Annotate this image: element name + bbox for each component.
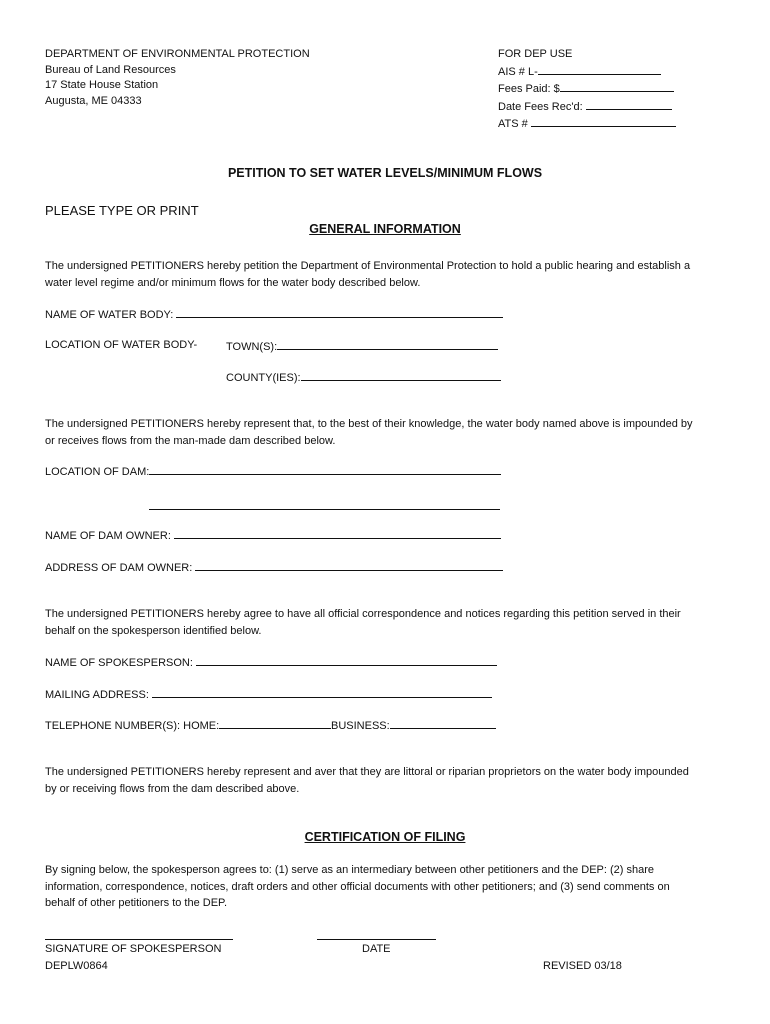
dep-use-block <box>498 47 676 133</box>
ais-blank[interactable] <box>538 63 661 75</box>
form-id: DEPLW0864 <box>45 960 108 972</box>
correspondence-paragraph: The undersigned PETITIONERS hereby agree to have all official correspondence and notices regarding this petition served in their behalf on the spokesperson identified below. <box>45 608 681 637</box>
document-title: PETITION TO SET WATER LEVELS/MINIMUM FLOWS <box>227 166 543 180</box>
towns-blank[interactable] <box>277 338 498 350</box>
dam-owner-name-blank[interactable] <box>174 527 501 539</box>
certification-paragraph: By signing below, the spokesperson agrees to: (1) serve as an intermediary between other petitioners and the DEP: (2) share information, correspondence, notices, draft orders and other official documents with other petitioners; and (3) send comments on behalf of other petitioners to the DEP. <box>45 864 670 909</box>
location-of-dam-field[interactable]: LOCATION OF DAM: <box>45 463 501 481</box>
impoundment-paragraph: The undersigned PETITIONERS hereby represent that, to the best of their knowledge, the water body named above is impounded by or receives flows from the man-made dam described below. <box>45 418 693 447</box>
city-state-zip: Augusta, ME 04333 <box>45 94 142 107</box>
dam-owner-address-field[interactable]: ADDRESS OF DAM OWNER: <box>45 559 503 577</box>
signature-line[interactable] <box>45 939 233 940</box>
revision-date: REVISED 03/18 <box>543 960 622 972</box>
water-body-name-field[interactable]: NAME OF WATER BODY: <box>45 306 503 324</box>
spokesperson-name-blank[interactable] <box>196 654 497 666</box>
spokesperson-name-field[interactable]: NAME OF SPOKESPERSON: <box>45 654 497 672</box>
general-information-heading: GENERAL INFORMATION <box>309 222 461 236</box>
street-address: 17 State House Station <box>45 79 159 91</box>
dep-use-title: FOR DEP USE <box>498 48 573 60</box>
ats-blank[interactable] <box>531 115 676 127</box>
telephone-business-field[interactable]: BUSINESS: <box>331 717 496 735</box>
petition-paragraph: The undersigned PETITIONERS hereby petition the Department of Environmental Protection to hold a public hearing and establish a water level regime and/or minimum flows for the water body described below. <box>45 260 691 289</box>
towns-field[interactable]: TOWN(S): <box>226 338 498 356</box>
date-fees-blank[interactable] <box>586 98 672 110</box>
bureau-name: Bureau of Land Resources <box>45 63 176 76</box>
water-body-name-blank[interactable] <box>176 306 503 318</box>
dam-owner-name-field[interactable]: NAME OF DAM OWNER: <box>45 527 501 545</box>
please-type-instruction: PLEASE TYPE OR PRINT <box>45 203 199 218</box>
dam-owner-address-blank[interactable] <box>195 559 503 571</box>
counties-blank[interactable] <box>301 369 501 381</box>
certification-heading: CERTIFICATION OF FILING <box>304 830 466 844</box>
telephone-business-blank[interactable] <box>390 717 496 729</box>
ats-field[interactable]: ATS # <box>498 115 676 133</box>
location-of-dam-blank-line-2[interactable] <box>149 509 500 510</box>
counties-field[interactable]: COUNTY(IES): <box>226 369 501 387</box>
fees-paid-field[interactable]: Fees Paid: $ <box>498 80 676 98</box>
mailing-address-blank[interactable] <box>152 686 492 698</box>
signature-label: SIGNATURE OF SPOKESPERSON <box>45 943 222 955</box>
agency-name: DEPARTMENT OF ENVIRONMENTAL PROTECTION <box>45 48 310 60</box>
date-line[interactable] <box>317 939 436 940</box>
mailing-address-field[interactable]: MAILING ADDRESS: <box>45 686 492 704</box>
fees-paid-blank[interactable] <box>560 80 674 92</box>
date-fees-field[interactable]: Date Fees Rec'd: <box>498 98 676 116</box>
location-of-dam-blank[interactable] <box>149 463 501 475</box>
date-label: DATE <box>362 943 391 955</box>
ais-field[interactable]: AIS # L- <box>498 63 676 81</box>
telephone-home-field[interactable]: TELEPHONE NUMBER(S): HOME: <box>45 717 331 735</box>
riparian-paragraph: The undersigned PETITIONERS hereby represent and aver that they are littoral or riparian proprietors on the water body impounded by or receiving flows from the dam described above. <box>45 766 689 795</box>
telephone-home-blank[interactable] <box>219 717 331 729</box>
agency-address-block <box>45 47 310 109</box>
location-water-body-label: LOCATION OF WATER BODY- <box>45 339 198 351</box>
